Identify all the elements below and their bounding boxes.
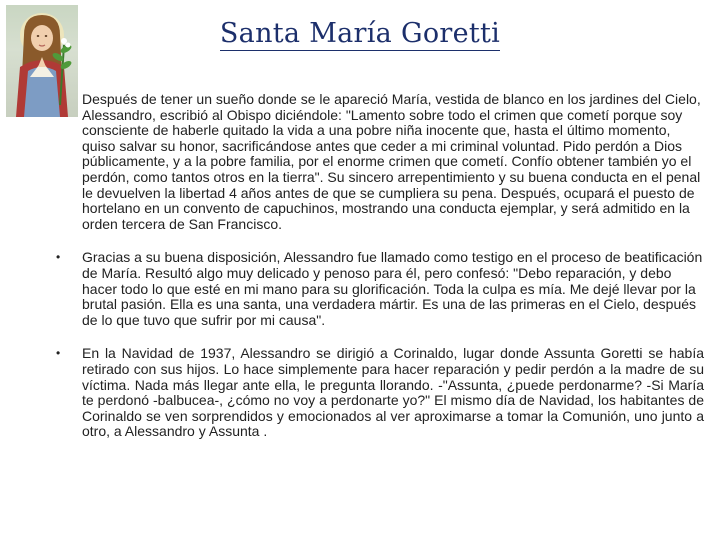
paragraph-3: En la Navidad de 1937, Alessandro se dirigió a Corinaldo, lugar donde Assunta Goretti se había retirado con sus hijos. Lo hace simplemente para hacer reparación y pedir perdón a la madre de su víctima. Nada más llegar ante ella, le pregunta llorando. -"Assunta, ¿puede perdonarme? -Si María te perdonó -balbucea-, ¿cómo no voy a perdonarte yo?" El mismo día de Navidad, los habitantes de Corinaldo se ven sorprendidos y emocionados al ver aproximarse a tomar la Comunión, uno junto a otro, a Alessandro y Assunta . <box>82 345 704 440</box>
page-title-text: Santa María Goretti <box>219 18 501 49</box>
bullet-marker: • <box>56 250 61 265</box>
page-title <box>0 18 720 49</box>
bullet-item-2 <box>56 345 704 440</box>
document-body <box>56 91 704 440</box>
bullet-item-1 <box>56 249 704 328</box>
paragraph-2: Gracias a su buena disposición, Alessandro fue llamado como testigo en el proceso de beatificación de María. Resultó algo muy delicado y penoso para él, pero confesó: "Debo reparación, y debo hacer todo lo que esté en mi mano para su glorificación. Toda la culpa es mía. Me dejé llevar por la brutal pasión. Ella es una santa, una verdadera mártir. Es una de las primeras en el Cielo, después de lo que tuvo que sufrir por mi causa". <box>82 249 703 328</box>
bullet-marker: • <box>56 346 61 361</box>
paragraph-1: Después de tener un sueño donde se le apareció María, vestida de blanco en los jardines del Cielo, Alessandro, escribió al Obispo diciéndole: "Lamento sobre todo el crimen que cometí porque soy consciente de haberle quitado la vida a una pobre niña inocente que, hasta el último momento, quiso salvar su honor, sacrificándose antes que ceder a mi criminal voluntad. Pido perdón a Dios públicamente, y a la pobre familia, por el enorme crimen que cometí. Confío obtener también yo el perdón, como tantos otros en la tierra". Su sincero arrepentimiento y su buena conducta en el penal le devuelven la libertad 4 años antes de que se cumpliera su pena. Después, ocupará el puesto de hortelano en un convento de capuchinos, mostrando una conducta ejemplar, y será admitido en la orden tercera de San Francisco. <box>82 91 701 232</box>
